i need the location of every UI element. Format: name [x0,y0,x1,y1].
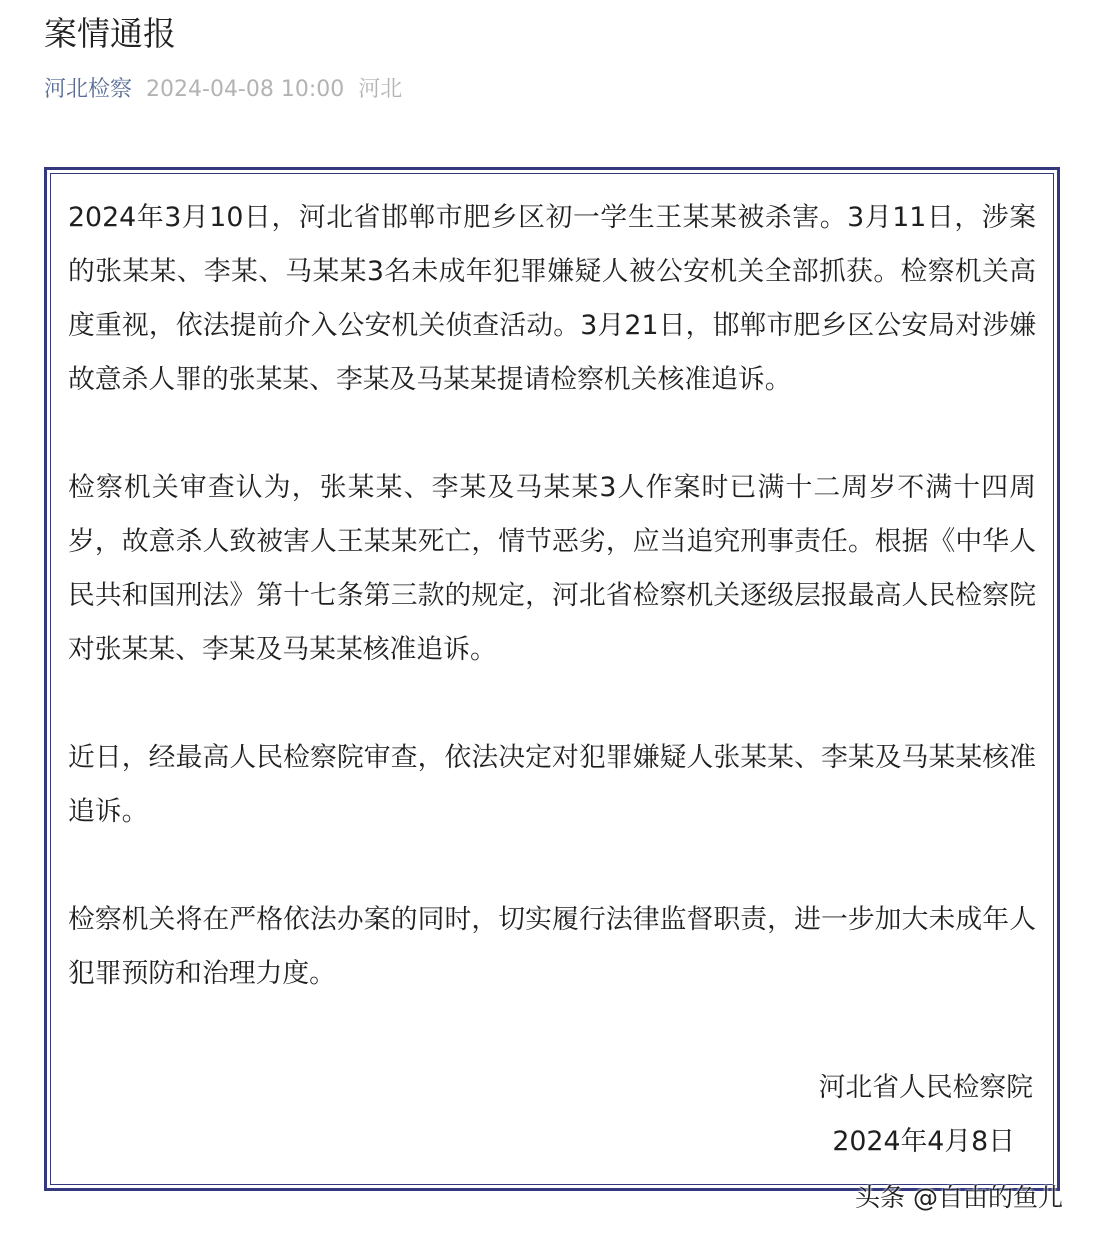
notice-paragraph: 检察机关审查认为，张某某、李某及马某某3人作案时已满十二周岁不满十四周岁，故意杀人致被害人王某某死亡，情节恶劣，应当追究刑事责任。根据《中华人民共和国刑法》第十七条第三款的规定，河北省检察机关逐级层报最高人民检察院对张某某、李某及马某某核准追诉。 [68,472,1036,665]
signature-org: 河北省人民检察院 [818,1072,1033,1103]
publish-region: 河北 [358,77,403,102]
signature-date: 2024年4月8日 [832,1126,1015,1157]
watermark: 头条 @自由的鱼儿 [855,1183,1063,1212]
notice-frame [44,167,1060,1191]
notice-paragraph: 2024年3月10日，河北省邯郸市肥乡区初一学生王某某被杀害。3月11日，涉案的张某某、李某、马某某3名未成年犯罪嫌疑人被公安机关全部抓获。检察机关高度重视，依法提前介入公安机关侦查活动。3月21日，邯郸市肥乡区公安局对涉嫌故意杀人罪的张某某、李某及马某某提请检察机关核准追诉。 [68,202,1036,395]
notice-paragraph: 检察机关将在严格依法办案的同时，切实履行法律监督职责，进一步加大未成年人犯罪预防和治理力度。 [68,904,1036,989]
article-title: 案情通报 [44,14,176,53]
article-meta [44,74,402,106]
notice-paragraph: 近日，经最高人民检察院审查，依法决定对犯罪嫌疑人张某某、李某及马某某核准追诉。 [68,742,1036,827]
publish-time: 2024-04-08 10:00 [146,77,345,102]
notice-body [68,191,1036,1055]
article-source-link[interactable]: 河北检察 [44,77,133,102]
notice-signature [819,1061,1033,1169]
